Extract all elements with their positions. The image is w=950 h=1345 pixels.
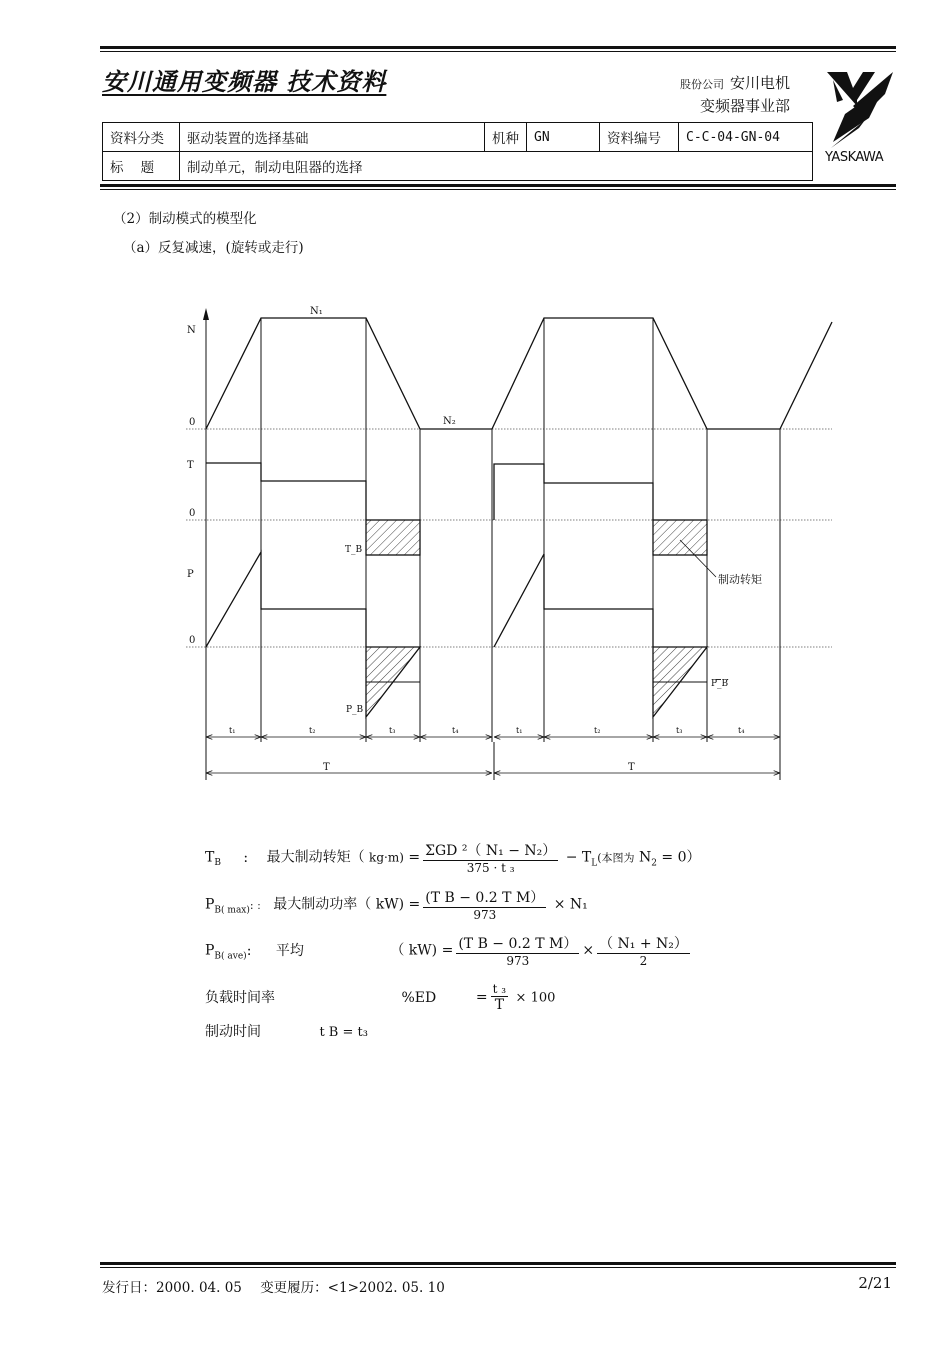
- footer-top-rule-thin: [100, 1267, 896, 1268]
- page-number: 2/21: [858, 1274, 892, 1292]
- formula-average-brake-power: [205, 933, 693, 968]
- label-pb-avg: P_B: [711, 679, 729, 689]
- header-top-rule: [100, 46, 896, 49]
- torque-curve-2: [494, 464, 653, 520]
- time-dimension-lines: [206, 737, 780, 773]
- f4-eq: =: [475, 989, 488, 1006]
- f2-colon: : ː: [249, 898, 261, 912]
- f1-den: 375 · t ₃: [466, 861, 515, 875]
- label-n-zero: 0: [189, 417, 196, 428]
- footer-top-rule: [100, 1262, 896, 1265]
- subject-label: 标 题: [103, 152, 180, 181]
- f1-n2-sub: 2: [651, 858, 657, 869]
- f3-desc: 平均: [275, 942, 304, 959]
- header-bottom-rule: [100, 184, 896, 187]
- f1-tl-sub: L: [591, 858, 598, 869]
- category-value: 驱动装置的选择基础: [180, 123, 485, 152]
- f3-fraction: [456, 933, 579, 968]
- doc-no-label: 资料编号: [600, 123, 679, 152]
- f2-num: (T B − 0.2 T M）: [423, 887, 546, 908]
- logo-text: YASKAWA: [825, 150, 884, 165]
- f2-lhs-sub: B( max): [214, 905, 250, 916]
- label-p: P: [187, 569, 194, 580]
- label-t1: t₁: [229, 726, 236, 735]
- label-period-1: T: [323, 762, 330, 773]
- f2-lhs: P: [205, 896, 215, 913]
- label-t: T: [187, 460, 194, 471]
- model-label: 机种: [485, 123, 527, 152]
- torque-curve-1: [206, 463, 366, 520]
- f1-eq: =: [408, 849, 421, 866]
- f1-tl: T: [581, 849, 592, 866]
- model-value: GN: [527, 123, 600, 152]
- f2-den: 973: [473, 908, 497, 922]
- info-table: [102, 122, 813, 181]
- header-bottom-rule-thin: [100, 189, 896, 190]
- f3-num: (T B − 0.2 T M）: [456, 933, 579, 954]
- footer-history: 变更履历：<1>2002. 05. 10: [260, 1280, 445, 1296]
- document-title: 安川通用变频器 技术资料: [102, 68, 387, 96]
- f5-desc: 制动时间: [205, 1024, 261, 1040]
- label-t1-b: t₁: [516, 726, 523, 735]
- company-label: 安川电机: [729, 74, 790, 92]
- f1-unit: kg·m): [369, 850, 404, 865]
- f4-den: T: [494, 997, 505, 1013]
- f3-num2: （ N₁ + N₂）: [597, 933, 690, 954]
- label-period-2: T: [628, 762, 635, 773]
- category-label: 资料分类: [103, 123, 180, 152]
- f4-num: t ₃: [492, 982, 507, 996]
- braking-torque-area-1: [366, 520, 420, 555]
- label-n: N: [187, 325, 196, 336]
- f1-lhs-sub: B: [214, 858, 221, 869]
- y-axis-arrow: [203, 308, 209, 320]
- f1-lhs: T: [205, 849, 215, 866]
- f3-den: 973: [506, 954, 530, 968]
- braking-torque-area-2: [653, 520, 707, 555]
- label-pb: P_B: [346, 705, 364, 715]
- power-curve-1: [206, 552, 366, 647]
- label-tb: T_B: [345, 545, 363, 555]
- speed-curve: [206, 318, 832, 429]
- info-row-2: [103, 152, 813, 181]
- f1-fraction: [423, 840, 558, 875]
- company-name: [680, 72, 790, 93]
- f2-desc: 最大制动功率（: [273, 896, 372, 913]
- f2-eq: =: [408, 896, 421, 913]
- f4-fraction: [491, 982, 508, 1013]
- label-n2: N₂: [443, 416, 456, 427]
- section-heading: （2）制动模式的模型化: [113, 211, 257, 227]
- f1-n2-val: = 0）: [661, 849, 701, 866]
- label-t2-b: t₂: [594, 726, 601, 735]
- f3-unit: （ kW): [390, 942, 438, 959]
- label-p-zero: 0: [189, 635, 196, 646]
- yaskawa-logo: [823, 66, 895, 156]
- department-name: 变频器事业部: [699, 97, 790, 115]
- label-t3: t₃: [389, 726, 396, 735]
- f1-n2: N: [638, 849, 652, 866]
- f3-colon: :: [246, 942, 252, 959]
- f1-num: ΣGD ²（ N₁ − N₂）: [423, 840, 558, 861]
- formula-max-brake-power: [205, 887, 588, 922]
- f3-times: ×: [582, 942, 595, 959]
- label-t2: t₂: [309, 726, 316, 735]
- formula-max-brake-torque: [205, 840, 701, 875]
- section-subheading: （a）反复减速，(旋转或走行): [123, 240, 304, 256]
- f5-expr: t B = t₃: [319, 1025, 368, 1040]
- footer-text: [102, 1276, 445, 1296]
- label-t3-b: t₃: [676, 726, 683, 735]
- formula-brake-time: [205, 1021, 368, 1041]
- f1-desc: 最大制动转矩（: [266, 849, 365, 866]
- header-top-rule-thin: [100, 51, 896, 52]
- subject-value: 制动单元，制动电阻器的选择: [180, 152, 813, 181]
- label-t4-b: t₄: [738, 726, 745, 735]
- label-t4: t₄: [452, 726, 459, 735]
- formula-duty-ratio: [205, 982, 555, 1013]
- braking-pattern-diagram: [180, 295, 840, 795]
- f1-minus: −: [565, 849, 578, 866]
- f3-den2: 2: [639, 954, 648, 968]
- label-n1: N₁: [310, 306, 323, 317]
- f4-tail: × 100: [515, 990, 556, 1006]
- label-t-zero: 0: [189, 508, 196, 519]
- company-small: 股份公司: [679, 78, 724, 91]
- f3-fraction-2: [597, 933, 690, 968]
- f2-fraction: [423, 887, 546, 922]
- label-brake-torque: 制动转矩: [718, 573, 762, 586]
- f4-unit: %ED: [401, 989, 437, 1006]
- f3-lhs-sub: B( ave): [214, 951, 247, 962]
- footer-issue-date: 发行日：2000. 04. 05: [102, 1280, 242, 1296]
- f4-desc: 负载时间率: [205, 989, 275, 1006]
- f3-lhs: P: [205, 942, 215, 959]
- f3-eq: =: [441, 942, 454, 959]
- f1-note: (本图为: [597, 851, 635, 865]
- info-row-1: [103, 123, 813, 152]
- f2-tail: × N₁: [553, 896, 588, 913]
- f1-colon: :: [243, 849, 249, 866]
- doc-no-value: C-C-04-GN-04: [679, 123, 813, 152]
- power-curve-2: [494, 554, 653, 647]
- f2-unit: kW): [375, 896, 405, 913]
